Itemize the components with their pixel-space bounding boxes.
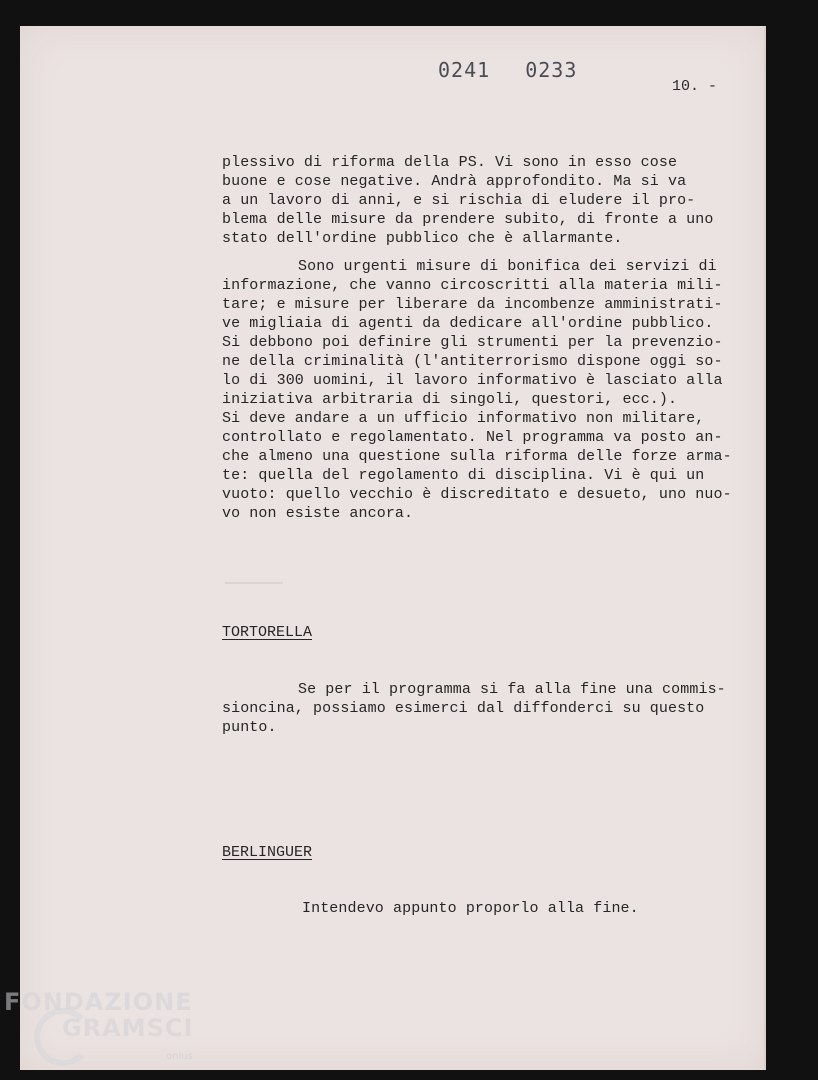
bleed-through-mark [225, 582, 283, 584]
text-line: vuoto: quello vecchio è discreditato e desueto, uno nuo- [222, 486, 732, 503]
text-line: blema delle misure da prendere subito, di fronte a uno [222, 211, 714, 228]
text-line: informazione, che vanno circoscritti alla materia mili- [222, 277, 723, 294]
text-line: plessivo di riforma della PS. Vi sono in esso cose [222, 154, 678, 171]
text-line: stato dell'ordine pubblico che è allarmante. [222, 230, 623, 247]
text-line: Intendevo appunto proporlo alla fine. [302, 900, 639, 917]
text-line: ve migliaia di agenti da dedicare all'ordine pubblico. [222, 315, 714, 332]
text-line: tare; e misure per liberare da incombenze amministrati- [222, 296, 723, 313]
watermark-logo [4, 988, 194, 1062]
text-line: lo di 300 uomini, il lavoro informativo è lasciato alla [222, 372, 723, 389]
text-line: te: quella del regolamento di disciplina. Vi è qui un [222, 467, 705, 484]
speaker-name-berlinguer: BERLINGUER [222, 844, 313, 861]
watermark-onlus: onlus [166, 1051, 193, 1062]
watermark-line1: FONDAZIONE [4, 988, 193, 1016]
watermark-g-icon [34, 1008, 92, 1066]
text-line: ne della criminalità (l'antiterrorismo dispone oggi so- [222, 353, 723, 370]
speaker-name-tortorella: TORTORELLA [222, 624, 313, 641]
text-line: vo non esiste ancora. [222, 505, 414, 522]
text-line: che almeno una questione sulla riforma delle forze arma- [222, 448, 732, 465]
text-line: Si debbono poi definire gli strumenti per la prevenzio- [222, 334, 723, 351]
text-line: Sono urgenti misure di bonifica dei servizi di [298, 258, 717, 275]
text-line: a un lavoro di anni, e si rischia di eludere il pro- [222, 192, 696, 209]
text-line: buone e cose negative. Andrà approfondito. Ma si va [222, 173, 687, 190]
archive-number: 0241 0233 [438, 58, 578, 82]
page-edge [764, 26, 766, 1070]
page-number: 10. - [672, 78, 718, 95]
text-line: Se per il programma si fa alla fine una commis- [298, 681, 726, 698]
text-line: punto. [222, 719, 277, 736]
document-page [20, 26, 766, 1070]
text-line: iniziativa arbitraria di singoli, questori, ecc.). [222, 391, 678, 408]
watermark-line2: GRAMSCI [62, 1014, 194, 1042]
text-line: Si deve andare a un ufficio informativo non militare, [222, 410, 705, 427]
text-line: sioncina, possiamo esimerci dal diffonderci su questo [222, 700, 705, 717]
text-line: controllato e regolamentato. Nel programma va posto an- [222, 429, 723, 446]
